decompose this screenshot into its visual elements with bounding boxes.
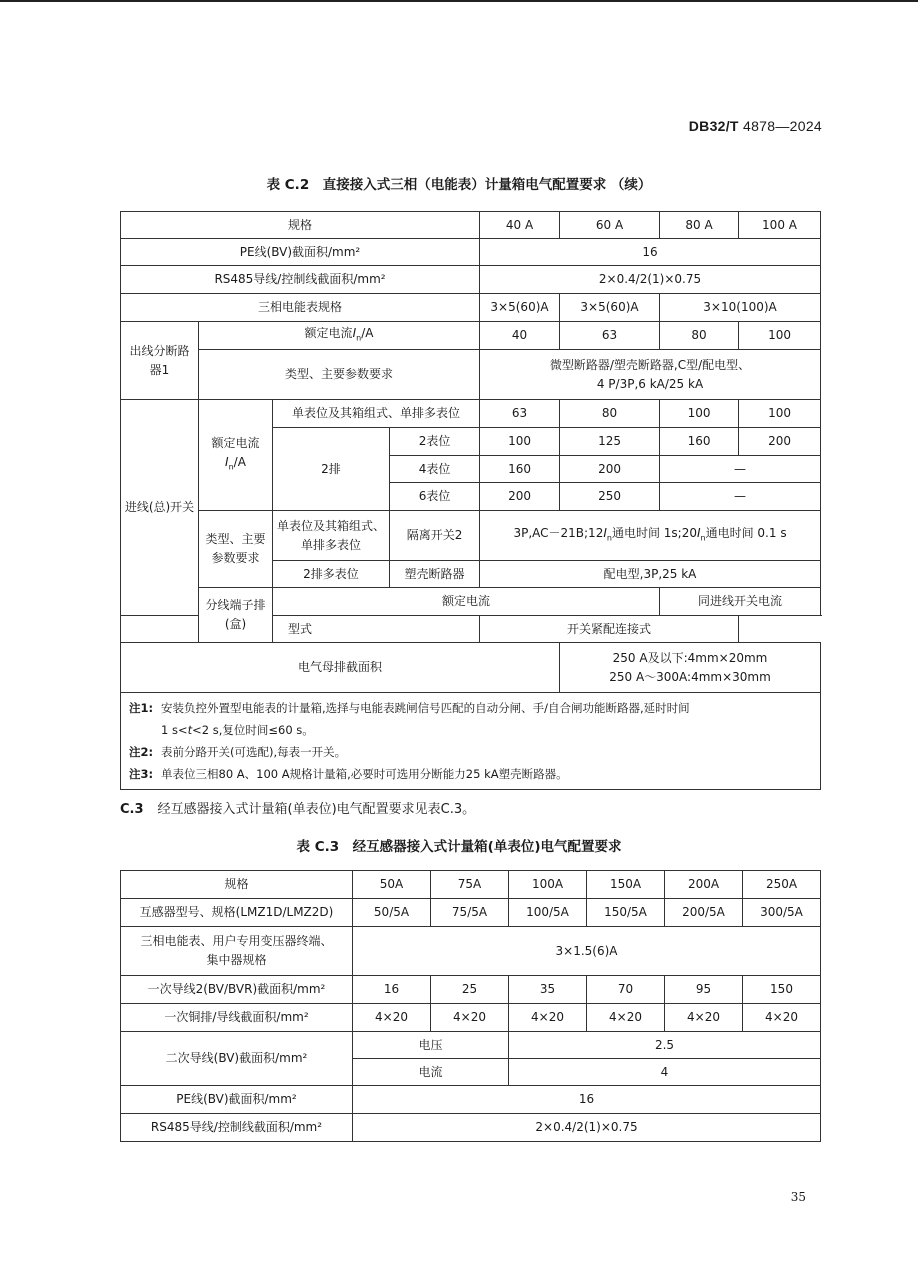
- terminal-rated-label: 额定电流: [273, 588, 660, 616]
- isolator-value: $3P,AC-21B;12I_n$通电时间 $1s;20I_n$通电时间 0.1 s: [480, 511, 821, 561]
- pos6-label: 6表位: [390, 483, 480, 511]
- pos6-value: 250: [560, 483, 660, 511]
- current-value: 4: [509, 1059, 821, 1086]
- primary-value: 95: [665, 976, 743, 1004]
- pos4-value: —: [660, 456, 821, 483]
- in-rated-label: 额定电流 $I_n/A$: [199, 400, 273, 511]
- terminal-type-label: 型式: [121, 616, 480, 643]
- primary-value: 35: [509, 976, 587, 1004]
- ct-value: 200/5A: [665, 899, 743, 927]
- out-rated-label: 额定电流$I_n/A$: [199, 322, 480, 350]
- rs485-label: RS485导线/控制线截面积/mm²: [121, 1114, 353, 1142]
- out-rated-value: 63: [560, 322, 660, 350]
- note-1-continued: 1 s<t<2 s,复位时间≤60 s。: [161, 723, 314, 737]
- primary-value: 150: [743, 976, 821, 1004]
- two-rows-label: 2排: [273, 428, 390, 511]
- out-rated-value: 80: [660, 322, 739, 350]
- section-c3-paragraph: [120, 798, 475, 817]
- single-value: 63: [480, 400, 560, 428]
- pe-label: PE线(BV)截面积/mm²: [121, 1086, 353, 1114]
- copper-value: 4×20: [431, 1004, 509, 1032]
- copper-value: 4×20: [509, 1004, 587, 1032]
- col-header: 100A: [509, 871, 587, 899]
- meter-spec-label: 三相电能表规格: [121, 294, 480, 322]
- rs485-value: 2×0.4/2(1)×0.75: [480, 266, 821, 294]
- terminal-rated-value: 同进线开关电流: [660, 588, 821, 616]
- in-switch-group: 进线(总)开关: [121, 400, 199, 616]
- pos4-value: 160: [480, 456, 560, 483]
- out-rated-value: 40: [480, 322, 560, 350]
- page-number: 35: [790, 1190, 806, 1204]
- spec-header: 规格: [121, 871, 353, 899]
- busbar-label: 电气母排截面积: [121, 643, 560, 693]
- rs485-value: 2×0.4/2(1)×0.75: [353, 1114, 821, 1142]
- single-position-label: 单表位及其箱组式、单排多表位: [273, 400, 480, 428]
- copper-value: 4×20: [743, 1004, 821, 1032]
- ct-value: 150/5A: [587, 899, 665, 927]
- meter-value: 3×1.5(6)A: [353, 927, 821, 976]
- section-text: 经互感器接入式计量箱(单表位)电气配置要求见表C.3。: [157, 802, 476, 817]
- ct-label: 互感器型号、规格(LMZ1D/LMZ2D): [121, 899, 353, 927]
- voltage-value: 2.5: [509, 1032, 821, 1059]
- pos4-value: 200: [560, 456, 660, 483]
- copper-label: 一次铜排/导线截面积/mm²: [121, 1004, 353, 1032]
- col-header: 40 A: [480, 212, 560, 239]
- pos6-value: —: [660, 483, 821, 511]
- document-code: [689, 118, 822, 134]
- table-c3-caption: 表 C.3 经互感器接入式计量箱(单表位)电气配置要求: [296, 839, 622, 855]
- copper-value: 4×20: [353, 1004, 431, 1032]
- col-header: 80 A: [660, 212, 739, 239]
- code-number: 4878—2024: [743, 118, 822, 134]
- col-header: 60 A: [560, 212, 660, 239]
- top-rule: [0, 0, 918, 2]
- terminal-group: 分线端子排(盒): [199, 588, 273, 643]
- notes: [121, 693, 821, 790]
- pos2-value: 200: [739, 428, 821, 456]
- primary-value: 25: [431, 976, 509, 1004]
- primary-value: 16: [353, 976, 431, 1004]
- single-value: 80: [560, 400, 660, 428]
- col-header: 50A: [353, 871, 431, 899]
- current-label: 电流: [353, 1059, 509, 1086]
- ct-value: 300/5A: [743, 899, 821, 927]
- spec-header: 规格: [121, 212, 480, 239]
- in-single-label: 单表位及其箱组式、单排多表位: [273, 511, 390, 561]
- table-c3: [120, 870, 821, 1142]
- meter-spec-value: 3×5(60)A: [480, 294, 560, 322]
- busbar-value: 250 A及以下:4mm×20mm 250 A～300A:4mm×30mm: [560, 643, 821, 693]
- pos2-value: 100: [480, 428, 560, 456]
- col-header: 150A: [587, 871, 665, 899]
- copper-value: 4×20: [665, 1004, 743, 1032]
- single-value: 100: [739, 400, 821, 428]
- pe-value: 16: [480, 239, 821, 266]
- pos2-label: 2表位: [390, 428, 480, 456]
- col-header: 200A: [665, 871, 743, 899]
- in-type-label: 类型、主要参数要求: [199, 511, 273, 588]
- section-number: C.3: [120, 802, 144, 817]
- note-1: 注1: 安装负控外置型电能表的计量箱,选择与电能表跳闸信号匹配的自动分闸、手/自合闸功能断路器,延时时间: [129, 701, 690, 715]
- out-type-label: 类型、主要参数要求: [199, 350, 480, 400]
- ct-value: 50/5A: [353, 899, 431, 927]
- note-3: 注3: 单表位三相80 A、100 A规格计量箱,必要时可选用分断能力25 kA塑壳断路器。: [129, 767, 568, 781]
- table-c2-caption: 表 C.2 直接接入式三相（电能表）计量箱电气配置要求 （续）: [266, 177, 652, 193]
- copper-value: 4×20: [587, 1004, 665, 1032]
- secondary-label: 二次导线(BV)截面积/mm²: [121, 1032, 353, 1086]
- table-c2: [120, 211, 821, 790]
- meter-label: 三相电能表、用户专用变压器终端、 集中器规格: [121, 927, 353, 976]
- col-header: 100 A: [739, 212, 821, 239]
- pe-value: 16: [353, 1086, 821, 1114]
- out-rated-value: 100: [739, 322, 821, 350]
- single-value: 100: [660, 400, 739, 428]
- voltage-label: 电压: [353, 1032, 509, 1059]
- meter-spec-value: 3×10(100)A: [660, 294, 821, 322]
- isolator-label: 隔离开关2: [390, 511, 480, 561]
- col-header: 75A: [431, 871, 509, 899]
- pos2-value: 160: [660, 428, 739, 456]
- pos6-value: 200: [480, 483, 560, 511]
- note-2: 注2: 表前分路开关(可选配),每表一开关。: [129, 745, 347, 759]
- meter-spec-value: 3×5(60)A: [560, 294, 660, 322]
- ct-value: 75/5A: [431, 899, 509, 927]
- pe-label: PE线(BV)截面积/mm²: [121, 239, 480, 266]
- primary-label: 一次导线2(BV/BVR)截面积/mm²: [121, 976, 353, 1004]
- col-header: 250A: [743, 871, 821, 899]
- terminal-type-value: 开关紧配连接式: [480, 616, 739, 643]
- primary-value: 70: [587, 976, 665, 1004]
- mccb-label: 塑壳断路器: [390, 561, 480, 588]
- two-row-multi-label: 2排多表位: [273, 561, 390, 588]
- code-prefix: DB32/T: [688, 118, 739, 134]
- out-type-value: 微型断路器/塑壳断路器,C型/配电型、 4 P/3P,6 kA/25 kA: [480, 350, 821, 400]
- ct-value: 100/5A: [509, 899, 587, 927]
- pos2-value: 125: [560, 428, 660, 456]
- out-breaker-group: 出线分断路器1: [121, 322, 199, 400]
- mccb-value: 配电型,3P,25 kA: [480, 561, 821, 588]
- rs485-label: RS485导线/控制线截面积/mm²: [121, 266, 480, 294]
- pos4-label: 4表位: [390, 456, 480, 483]
